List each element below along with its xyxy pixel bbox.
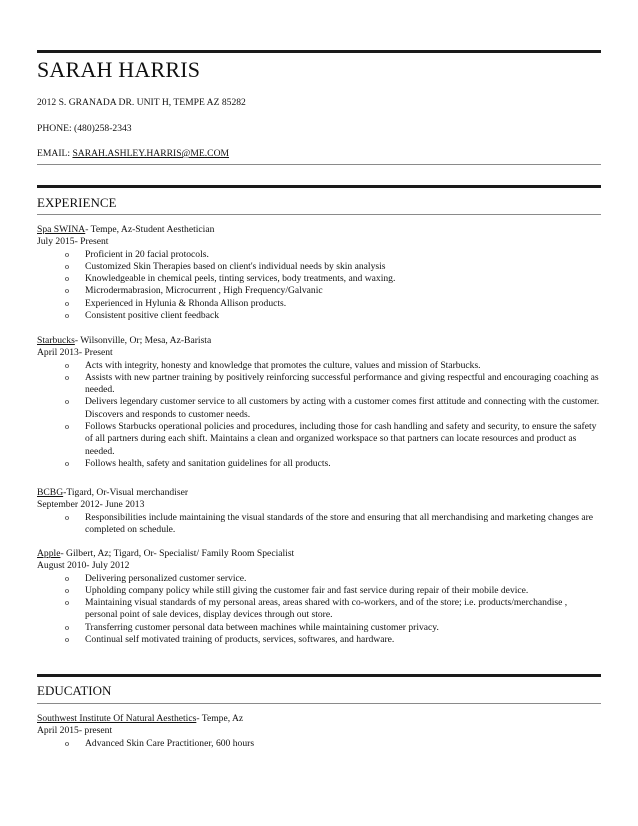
job-location-role: - Wilsonville, Or; Mesa, Az-Barista xyxy=(74,335,212,346)
bullet-marker: o xyxy=(65,585,69,595)
job-entry xyxy=(37,335,601,470)
bullet-item: o Maintaining visual standards of my personal areas, areas shared with co-workers, and of the store; i.e. products/merchandise , personal point of sale devices, display devices through out store. xyxy=(65,597,568,621)
bullet-marker: o xyxy=(65,635,69,645)
job-bullets xyxy=(37,249,601,323)
bullet-marker: o xyxy=(65,622,69,632)
job-header xyxy=(37,224,601,236)
education-header xyxy=(37,713,601,725)
bullet-marker: o xyxy=(65,261,69,271)
job-bullets xyxy=(37,573,601,647)
bullet-item: o Responsibilities include maintaining the visual standards of the store and ensuring that all merchandising and marketing changes are completed on schedule. xyxy=(65,511,594,535)
bullet-marker: o xyxy=(65,274,69,284)
bullet-item: o Knowledgeable in chemical peels, tinting services, body treatments, and waxing. xyxy=(65,273,396,285)
bullet-marker: o xyxy=(65,397,69,407)
company-name[interactable]: BCBG xyxy=(37,487,64,498)
bullet-marker: o xyxy=(65,738,69,748)
job-dates: July 2015- Present xyxy=(37,236,109,248)
job-entry xyxy=(37,224,601,322)
job-dates: August 2010- July 2012 xyxy=(37,560,130,572)
resume-name: SARAH HARRIS xyxy=(37,57,201,82)
job-header xyxy=(37,335,601,347)
bullet-item: o Delivers legendary customer service to all customers by acting with a customer comes first attitude and connecting with the customer. Discovers and responds to customer needs. xyxy=(65,396,600,420)
company-name[interactable]: Starbucks xyxy=(37,335,75,346)
company-name[interactable]: Apple xyxy=(37,548,61,559)
education-dates: April 2015- present xyxy=(37,725,113,737)
education-entry xyxy=(37,713,601,750)
school-name[interactable]: Southwest Institute Of Natural Aesthetics xyxy=(37,713,197,724)
bullet-item: o Assists with new partner training by positively reinforcing successful performance and giving respectful and encouraging coaching as needed. xyxy=(65,371,599,396)
experience-heading: EXPERIENCE xyxy=(37,195,117,210)
bullet-marker: o xyxy=(65,249,69,259)
bullet-marker: o xyxy=(65,422,69,432)
experience-top-rule xyxy=(37,185,601,188)
job-bullets xyxy=(37,512,601,537)
job-header xyxy=(37,487,601,499)
bullet-marker: o xyxy=(65,372,69,382)
job-entry xyxy=(37,487,601,536)
education-top-rule xyxy=(37,674,601,677)
job-entry xyxy=(37,548,601,646)
email-line xyxy=(37,148,229,160)
education-heading-rule xyxy=(37,703,601,704)
company-name[interactable]: Spa SWINA xyxy=(37,224,86,235)
education-heading: EDUCATION xyxy=(37,683,112,698)
job-location-role: - Gilbert, Az; Tigard, Or- Specialist/ Family Room Specialist xyxy=(60,548,295,559)
header-bottom-rule xyxy=(37,164,601,165)
job-dates: September 2012- June 2013 xyxy=(37,499,145,511)
job-location-role: -Tigard, Or-Visual merchandiser xyxy=(63,487,189,498)
job-location-role: - Tempe, Az-Student Aesthetician xyxy=(85,224,215,235)
bullet-item: o Follows health, safety and sanitation guidelines for all products. xyxy=(65,457,331,469)
bullet-item: o Transferring customer personal data between machines while maintaining customer privacy. xyxy=(65,621,439,633)
bullet-item: o Experienced in Hylunia & Rhonda Allison products. xyxy=(65,297,287,309)
bullet-marker: o xyxy=(65,311,69,321)
phone-line: PHONE: (480)258-2343 xyxy=(37,123,132,134)
bullet-marker: o xyxy=(65,360,69,370)
experience-heading-rule xyxy=(37,214,601,215)
bullet-item: o Microdermabrasion, Microcurrent , High Frequency/Galvanic xyxy=(65,285,323,297)
bullet-item: o Proficient in 20 facial protocols. xyxy=(65,248,209,260)
job-dates: April 2013- Present xyxy=(37,347,113,359)
bullet-item: o Customized Skin Therapies based on client's individual needs by skin analysis xyxy=(65,260,386,272)
bullet-item: o Acts with integrity, honesty and knowledge that promotes the culture, values and mission of Starbucks. xyxy=(65,359,481,371)
bullet-marker: o xyxy=(65,512,69,522)
bullet-marker: o xyxy=(65,458,69,468)
bullet-item: o Consistent positive client feedback xyxy=(65,310,220,322)
bullet-marker: o xyxy=(65,298,69,308)
top-rule xyxy=(37,50,601,53)
bullet-item: o Follows Starbucks operational policies and procedures, including those for cash handling and safety and security, to ensure the safety of all partners during each shift. Maintains a clean and organized workspace so that partners can locate resources and product as needed. xyxy=(65,421,597,457)
bullet-item: o Continual self motivated training of products, services, softwares, and hardware. xyxy=(65,634,395,646)
bullet-marker: o xyxy=(65,286,69,296)
email-label: EMAIL: xyxy=(37,148,73,159)
job-header xyxy=(37,548,601,560)
email-link[interactable]: SARAH.ASHLEY.HARRIS@ME.COM xyxy=(72,148,230,159)
education-bullets xyxy=(37,738,601,750)
bullet-marker: o xyxy=(65,598,69,608)
school-location: - Tempe, Az xyxy=(196,713,244,724)
bullet-item: o Upholding company policy while still giving the customer fair and fast service during repair of their mobile device. xyxy=(65,584,529,596)
address-line: 2012 S. GRANADA DR. UNIT H, TEMPE AZ 85282 xyxy=(37,97,246,108)
job-bullets xyxy=(37,360,601,471)
bullet-marker: o xyxy=(65,573,69,583)
bullet-item: o Advanced Skin Care Practitioner, 600 hours xyxy=(65,737,255,749)
bullet-item: o Delivering personalized customer service. xyxy=(65,572,247,584)
